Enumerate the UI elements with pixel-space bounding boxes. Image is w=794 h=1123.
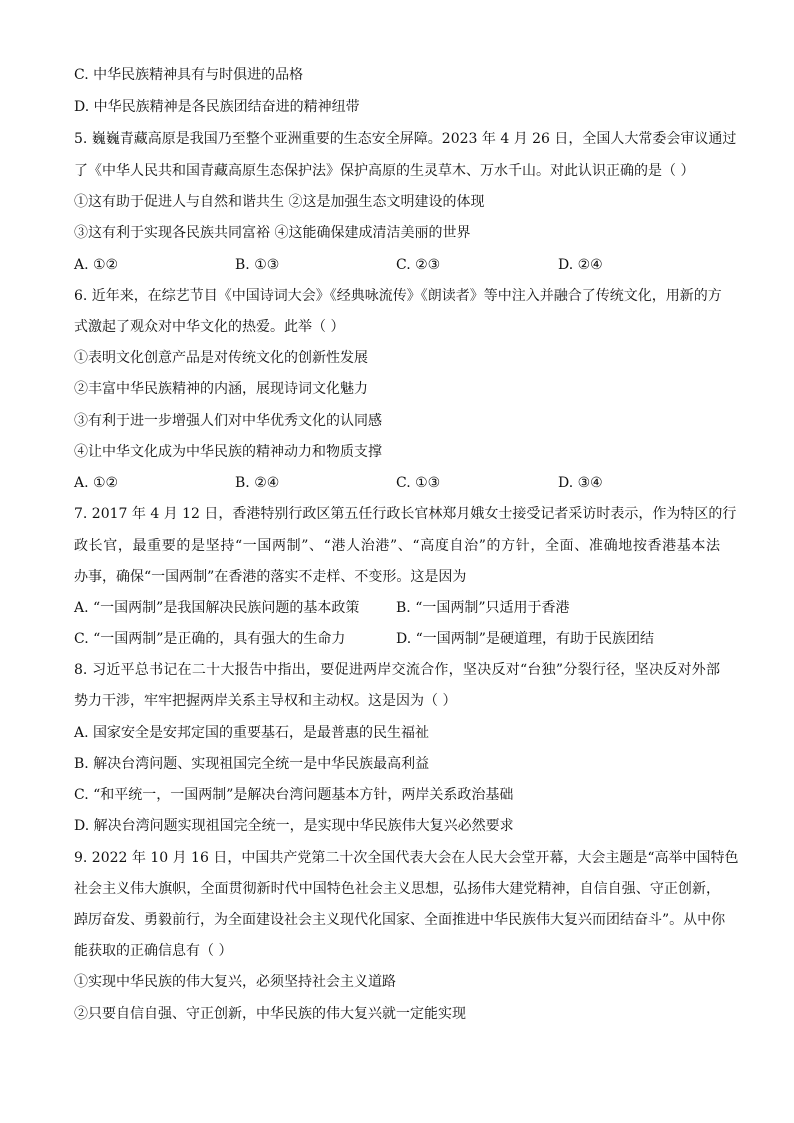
q5-option-c: C. ②③ — [396, 257, 441, 273]
q9-stem-line-3: 踔厉奋发、勇毅前行，为全面建设社会主义现代化国家、全面推进中华民族伟大复兴而团结奋斗”。从中你 — [74, 912, 726, 928]
q6-item-2: ②丰富中华民族精神的内涵，展现诗词文化魅力 — [74, 381, 368, 397]
q9-item-2: ②只要自信自强、守正创新，中华民族的伟大复兴就一定能实现 — [74, 1006, 466, 1022]
q4-option-c: C. 中华民族精神具有与时俱进的品格 — [74, 67, 304, 83]
q7-option-c: C. “一国两制”是正确的，具有强大的生命力 — [74, 631, 346, 647]
q8-option-b: B. 解决台湾问题、实现祖国完全统一是中华民族最高利益 — [74, 756, 430, 772]
q6-option-a: A. ①② — [74, 475, 119, 491]
q5-stem-line-1: 5. 巍巍青藏高原是我国乃至整个亚洲重要的生态安全屏障。2023 年 4 月 26 日，全国人大常委会审议通过 — [74, 131, 737, 147]
q6-item-4: ④让中华文化成为中华民族的精神动力和物质支撑 — [74, 444, 382, 460]
q5-option-d: D. ②④ — [558, 257, 603, 273]
q6-option-d: D. ③④ — [558, 475, 603, 491]
q7-option-d: D. “一国两制”是硬道理，有助于民族团结 — [396, 631, 654, 647]
q7-option-a: A. “一国两制”是我国解决民族问题的基本政策 — [74, 600, 360, 616]
q5-item-line-2: ③这有利于实现各民族共同富裕 ④这能确保建成清洁美丽的世界 — [74, 225, 471, 241]
q7-stem-line-3: 办事，确保“一国两制”在香港的落实不走样、不变形。这是因为 — [74, 569, 467, 585]
q8-option-a: A. 国家安全是安邦定国的重要基石，是最普惠的民生福祉 — [74, 725, 430, 741]
q5-item-line-1: ①这有助于促进人与自然和谐共生 ②这是加强生态文明建设的体现 — [74, 194, 485, 210]
q8-option-d: D. 解决台湾问题实现祖国完全统一，是实现中华民族伟大复兴必然要求 — [74, 818, 514, 834]
q6-option-c: C. ①③ — [396, 475, 441, 491]
q8-stem-line-1: 8. 习近平总书记在二十大报告中指出，要促进两岸交流合作，坚决反对“台独”分裂行径，坚决反对外部 — [74, 662, 720, 678]
q9-stem-line-1: 9. 2022 年 10 月 16 日，中国共产党第二十次全国代表大会在人民大会堂开幕，大会主题是“高举中国特色 — [74, 850, 739, 866]
q6-item-3: ③有利于进一步增强人们对中华优秀文化的认同感 — [74, 413, 382, 429]
q7-stem-line-1: 7. 2017 年 4 月 12 日，香港特别行政区第五任行政长官林郑月娥女士接受记者采访时表示，作为特区的行 — [74, 506, 737, 522]
q8-stem-line-2: 势力干涉，牢牢把握两岸关系主导权和主动权。这是因为（ ） — [74, 693, 457, 709]
q5-option-b: B. ①③ — [235, 257, 280, 273]
q5-option-a: A. ①② — [74, 257, 119, 273]
q7-option-b: B. “一国两制”只适用于香港 — [396, 600, 570, 616]
q6-item-1: ①表明文化创意产品是对传统文化的创新性发展 — [74, 350, 368, 366]
q5-stem-line-2: 了《中华人民共和国青藏高原生态保护法》保护高原的生灵草木、万水千山。对此认识正确的是（ ） — [74, 163, 695, 179]
q9-stem-line-4: 能获取的正确信息有（ ） — [74, 943, 233, 959]
q6-stem-line-2: 式激起了观众对中华文化的热爱。此举（ ） — [74, 319, 345, 335]
q9-item-1: ①实现中华民族的伟大复兴，必须坚持社会主义道路 — [74, 974, 396, 990]
q8-option-c: C. “和平统一，一国两制”是解决台湾问题基本方针，两岸关系政治基础 — [74, 787, 514, 803]
q4-option-d: D. 中华民族精神是各民族团结奋进的精神纽带 — [74, 99, 360, 115]
q6-stem-line-1: 6. 近年来，在综艺节目《中国诗词大会》《经典咏流传》《朗读者》等中注入并融合了传统文化，用新的方 — [74, 288, 722, 304]
q9-stem-line-2: 社会主义伟大旗帜，全面贯彻新时代中国特色社会主义思想，弘扬伟大建党精神，自信自强、守正创新， — [74, 881, 720, 897]
q6-option-b: B. ②④ — [235, 475, 280, 491]
q7-stem-line-2: 政长官，最重要的是坚持“一国两制”、“港人治港”、“高度自治”的方针，全面、准确地按香港基本法 — [74, 538, 720, 554]
